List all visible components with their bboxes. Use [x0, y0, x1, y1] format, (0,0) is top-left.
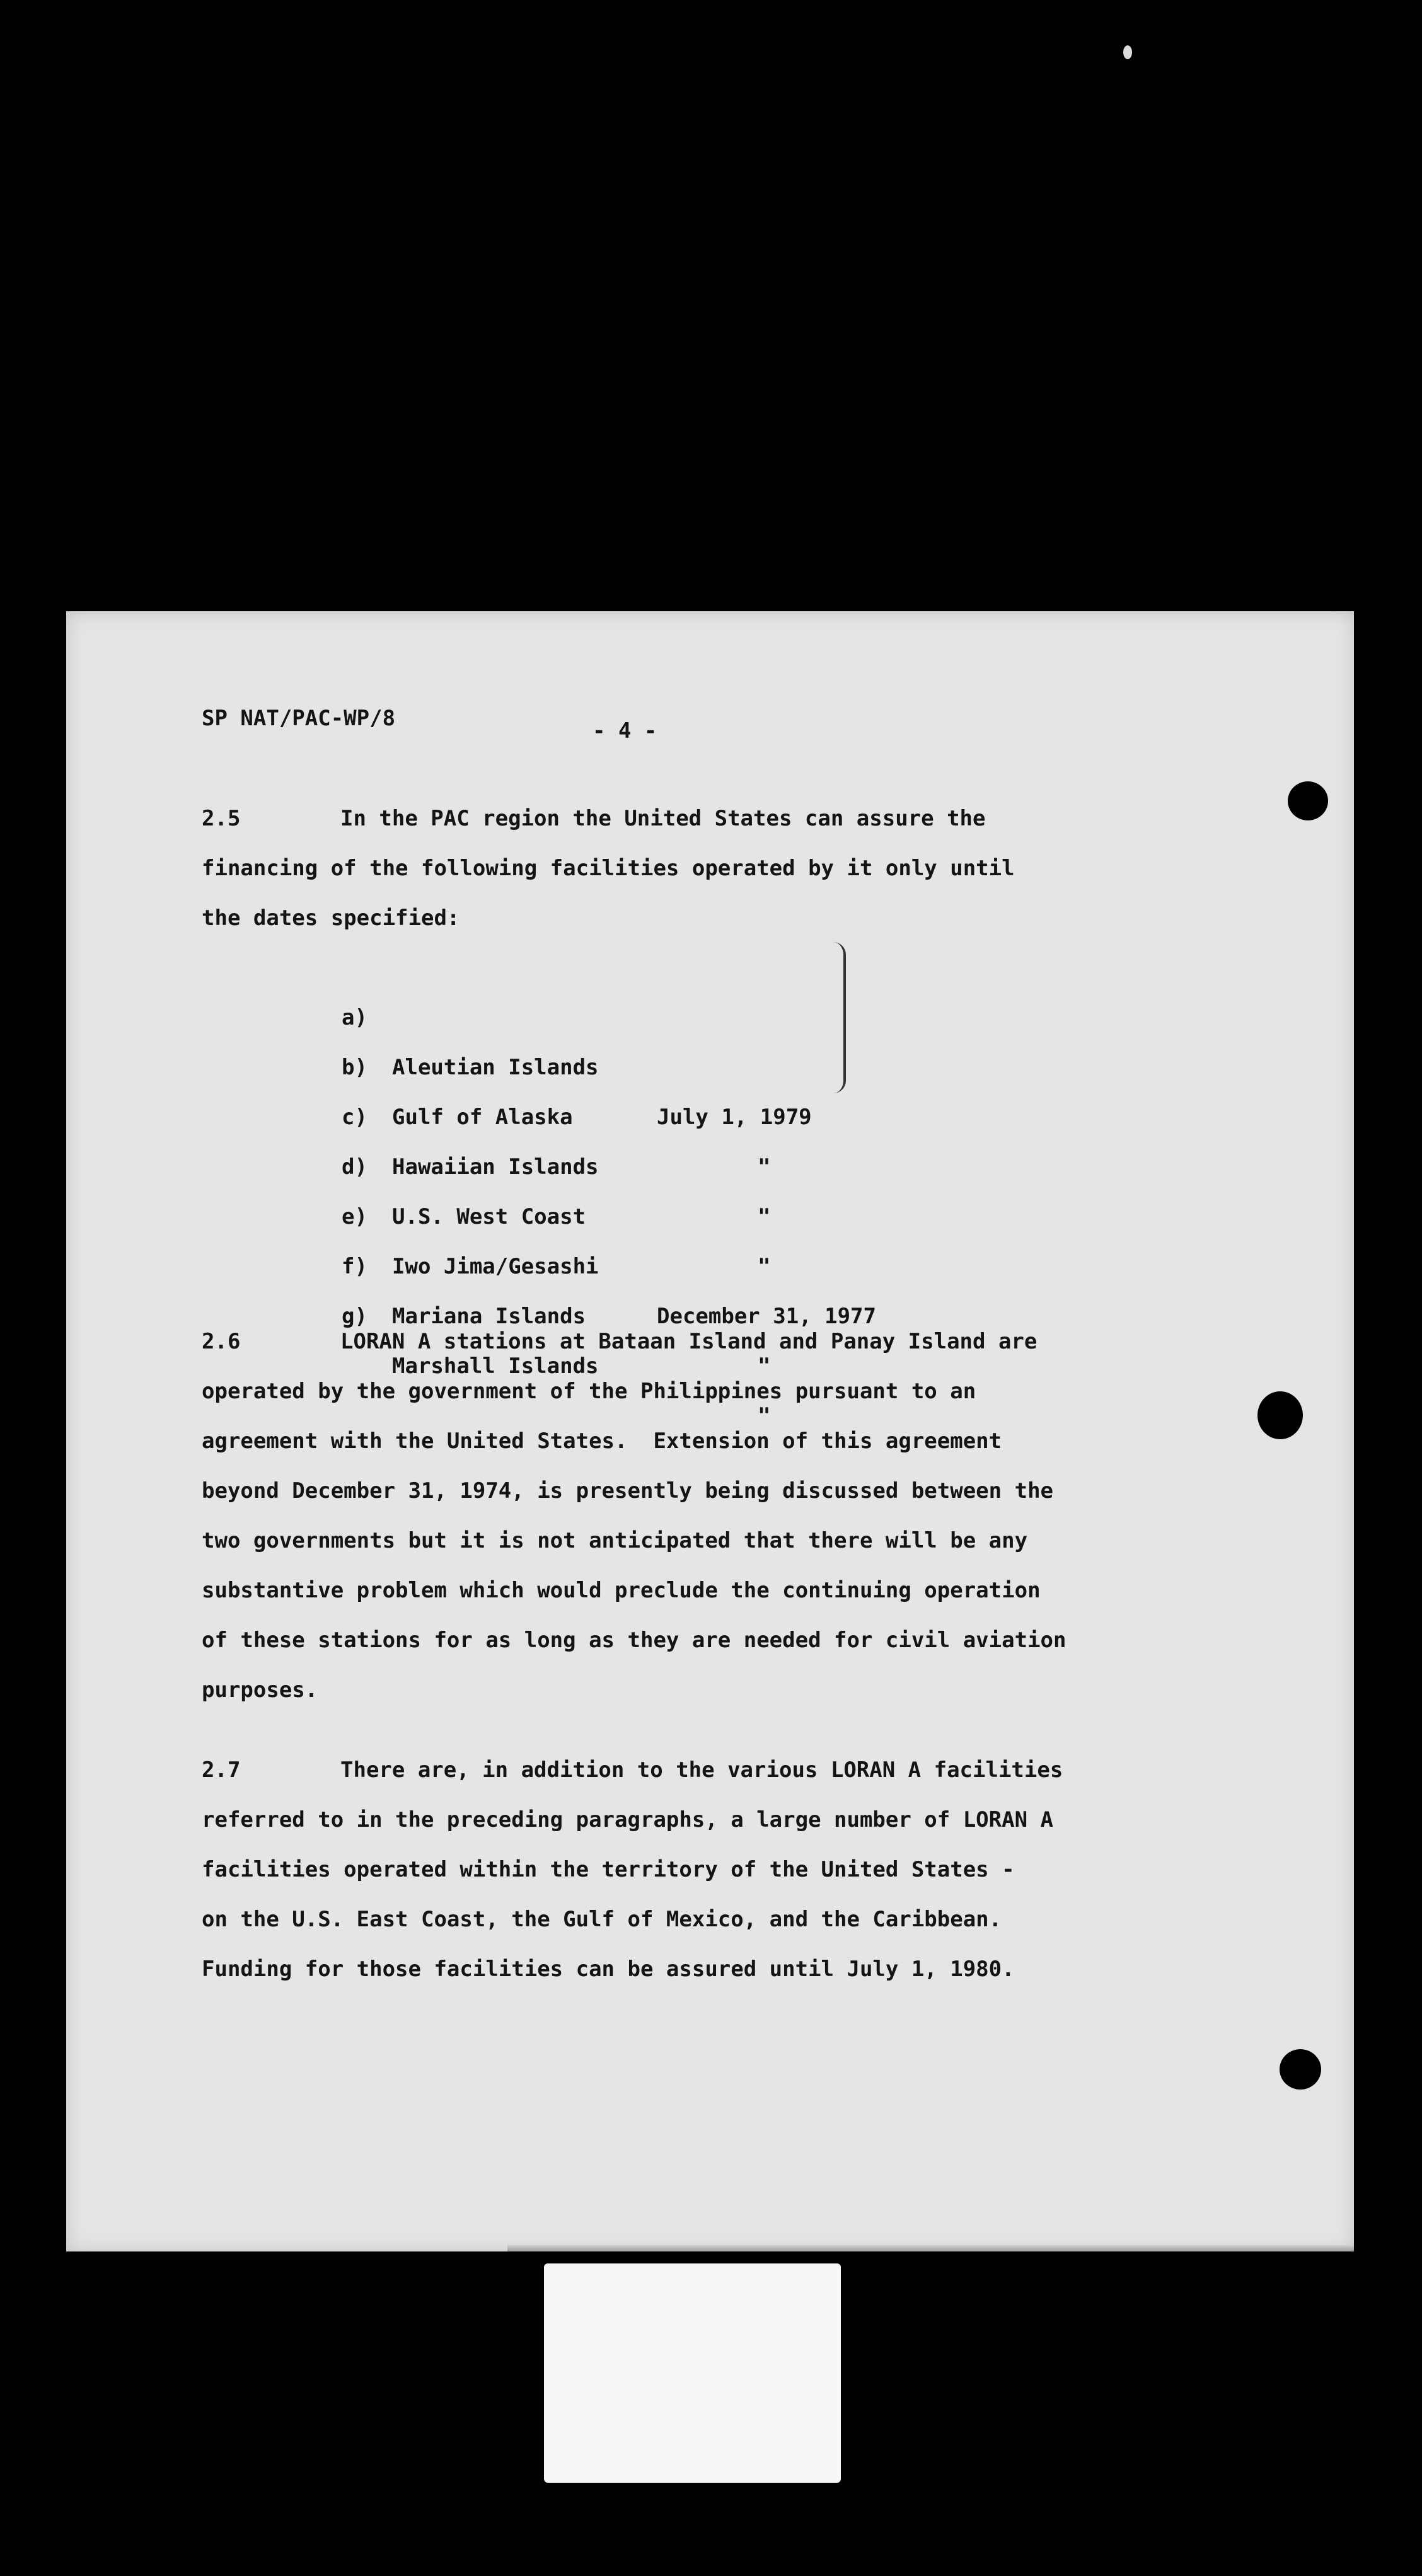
- paragraph-line: agreement with the United States. Extension of this agreement: [202, 1429, 1002, 1454]
- item-date: ": [758, 1204, 771, 1229]
- paragraph-line: two governments but it is not anticipated that there will be any: [202, 1528, 1028, 1553]
- item-date: ": [758, 1154, 771, 1180]
- punch-hole: [1280, 2049, 1321, 2090]
- paragraph-line: financing of the following facilities operated by it only until: [202, 856, 1015, 881]
- punch-hole: [1257, 1391, 1303, 1439]
- paragraph-line: Funding for those facilities can be assured until July 1, 1980.: [202, 1957, 1015, 1982]
- item-date: July 1, 1979: [657, 1105, 812, 1130]
- paragraph-line: the dates specified:: [202, 906, 460, 931]
- header-reference: SP NAT/PAC-WP/8: [202, 706, 396, 731]
- speck: [1123, 45, 1132, 59]
- paragraph-line: of these stations for as long as they are needed for civil aviation: [202, 1628, 1066, 1653]
- paragraph-line: In the PAC region the United States can assure the: [340, 806, 986, 831]
- item-letter: e): [342, 1204, 367, 1229]
- paper-stub: [544, 2263, 841, 2483]
- item-date: December 31, 1977: [657, 1304, 876, 1329]
- item-name: Marshall Islands: [392, 1354, 599, 1379]
- item-letter: c): [342, 1105, 367, 1130]
- paragraph-line: There are, in addition to the various LORAN A facilities: [340, 1757, 1063, 1783]
- item-name: Hawaiian Islands: [392, 1154, 599, 1180]
- item-letter: d): [342, 1154, 367, 1180]
- item-name: Gulf of Alaska: [392, 1105, 573, 1130]
- page-number: - 4 -: [592, 718, 657, 744]
- section-number: 2.5: [202, 806, 241, 831]
- section-number: 2.6: [202, 1329, 241, 1354]
- paragraph-line: substantive problem which would preclude the continuing operation: [202, 1578, 1041, 1603]
- paragraph-line: operated by the government of the Philippines pursuant to an: [202, 1379, 976, 1404]
- section-number: 2.7: [202, 1757, 241, 1783]
- item-name: U.S. West Coast: [392, 1204, 586, 1229]
- item-date: ": [758, 1254, 771, 1279]
- item-letter: f): [342, 1254, 367, 1279]
- punch-hole: [1288, 781, 1328, 820]
- paragraph-line: on the U.S. East Coast, the Gulf of Mexico, and the Caribbean.: [202, 1907, 1002, 1932]
- item-letter: g): [342, 1304, 367, 1329]
- paragraph-line: referred to in the preceding paragraphs, a large number of LORAN A: [202, 1807, 1054, 1832]
- paragraph-line: purposes.: [202, 1677, 318, 1703]
- item-name: Mariana Islands: [392, 1304, 586, 1329]
- paragraph-line: beyond December 31, 1974, is presently being discussed between the: [202, 1478, 1054, 1504]
- item-name: Iwo Jima/Gesashi: [392, 1254, 599, 1279]
- item-date: ": [758, 1403, 771, 1429]
- margin-mark: [832, 942, 846, 1093]
- item-name: Aleutian Islands: [392, 1055, 599, 1080]
- item-date: ": [758, 1354, 771, 1379]
- item-letter: a): [342, 1005, 367, 1030]
- document-page: [66, 611, 1354, 2251]
- item-letter: b): [342, 1055, 367, 1080]
- paragraph-line: LORAN A stations at Bataan Island and Panay Island are: [340, 1329, 1038, 1354]
- paragraph-line: facilities operated within the territory of the United States -: [202, 1857, 1015, 1882]
